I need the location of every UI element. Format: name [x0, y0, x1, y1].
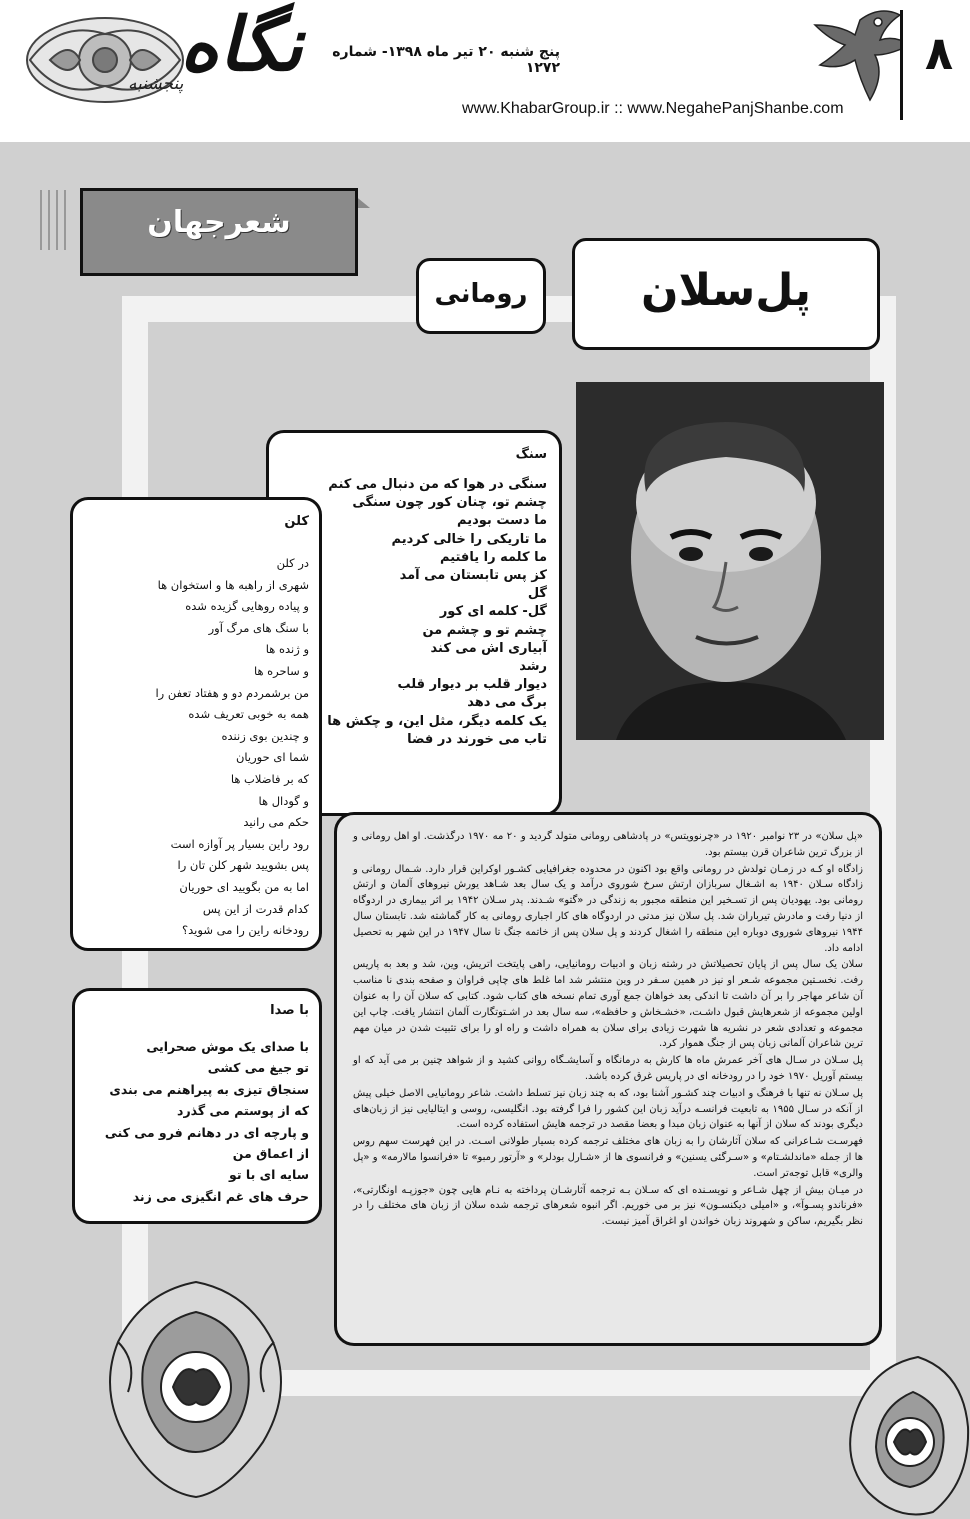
poem-line: آبیاری اش می کند — [430, 640, 547, 656]
poem-line: و پارچه ای در دهانم فرو می کنی — [104, 1124, 309, 1140]
poem-line: شما ای حوریان — [235, 750, 309, 765]
website-urls: www.KhabarGroup.ir :: www.NegahePanjShanbe.com — [462, 100, 844, 117]
poem-line: برگ می دهد — [467, 695, 547, 711]
poem-line: با صدای یک موش صحرایی — [146, 1039, 309, 1054]
biography-box — [334, 812, 882, 1346]
poem-line: رود راین بسیار پر آوازه است — [170, 836, 309, 851]
poem-line: پس بشویید شهر کلن تان را — [177, 858, 309, 873]
poet-name: پل‌سلان — [640, 265, 812, 316]
page-number: ۸ — [924, 26, 954, 80]
poem-lines — [81, 553, 309, 942]
poem-line: رشد — [519, 659, 547, 675]
poem-line: سایه ای با تو — [229, 1167, 309, 1183]
flower-ornament-icon — [838, 1352, 970, 1519]
poem-cologne-box — [70, 497, 322, 951]
poem-line: رودخانه راین را می شوید؟ — [182, 923, 309, 938]
poet-name-box — [572, 238, 880, 350]
logo-title: نگاه — [180, 2, 303, 88]
poem-line: که از پوستم می گذرد — [177, 1103, 309, 1119]
poem-line: ما دست بودیم — [457, 513, 547, 529]
poem-line: چشم تو، چنان کور چون سنگی — [352, 495, 547, 511]
biography-paragraph: «پل سلان» در ۲۳ نوامبر ۱۹۲۰ در «چرنوویتس» در پادشاهی رومانی متولد گردید و ۲۰ مه ۱۹۷۰ درگذشت. او اهل رومانی و از بزرگ ترین شاعران قرن بیستم بود. — [353, 831, 863, 858]
section-title: شعرجهان — [147, 205, 291, 240]
poem-line: ما تاریکی را خالی کردیم — [391, 531, 547, 547]
issue-date-line: پنج شنبه ۲۰ تیر ماه ۱۳۹۸- شماره ۱۲۷۲ — [332, 44, 560, 76]
poem-line: با سنگ های مرگ آور — [208, 620, 309, 635]
poem-title: سنگ — [515, 447, 547, 462]
poem-line: و ژنده ها — [265, 642, 309, 657]
poem-line: تو جیغ می کشی — [207, 1060, 309, 1076]
poem-line: اما به من بگویید ای حوریان — [179, 879, 309, 894]
portrait-illustration — [576, 382, 884, 740]
poem-line: حکم می رانید — [243, 815, 309, 830]
poem-title: کلن — [284, 514, 309, 529]
biography-paragraph: پل سـلان در سـال های آخر عمرش ماه ها کارش به درمانگاه و آسایشـگاه روانی کشید و از شواهد چنین بر می آید که او بیستم آوریل ۱۹۷۰ خود را در رودخانه ای در پاریس غرق کرده باشد. — [353, 1055, 863, 1082]
biography-paragraph: سلان یک سال پس از پایان تحصیلاتش در رشته زبان و ادبیات رومانیایی، راهی پایتخت اتریش، وین، شد و بعد به پاریس رفت. نخسـتین مجموعه شـعر او نیز در همین سـفر در وین منتشر شد اما غلط های چاپی فراوان و صفحه بندی نا مناسب آن شاعر مهاجر را بر آن داشت تا اندکی بعد خواهان جمع آوری تمام نسخه های کتاب شود. کتابی که سلان آن را به عنوان اولین مجموعه از شعرهایش قبول داشـت، «خشـخاش و حافظه»، سه سال بعد در اشـتوتگارت آلمان انتشار یافت. چاپ این مجموعه و تعدادی شعر در نشریه ها شهرت زیادی برای سلان به همراه داشت و راه او را برای تثبیت شدن در میان مهم ترین شاعران آلمانی زبان پس از جنگ هموار کرد. — [353, 959, 863, 1050]
poem-line: ما کلمه را یافتیم — [440, 549, 547, 565]
poet-portrait — [576, 382, 884, 740]
poem-line: در کلن — [276, 556, 309, 570]
flower-ornament-icon — [98, 1272, 294, 1502]
poem-line: دیوار قلب بر دیوار قلب — [397, 677, 547, 693]
biography-paragraph: زادگاه او کـه در زمـان تولدش در رومانی واقع بود اکنون در محدوده جغرافیایی کشـور اوکراین قرار دارد. شـمال رومانی و زادگاه سـلان ۱۹۴۰ به اشـغال سربازان ارتش سرخ شوروی درآمد و یک سال بعد شـاهد یورش نیروهای آلمان و ارتش رومانی بود. یهودیان پس از تسـخیر این منطقه مجبور به زندگی در «گتو» شـدند. پدر سـلان ۱۹۴۲ بر اثر بیماری در اردوگاه از دنیا رفت و مادرش تیرباران شد. پل سلان نیز مدتی در اردوگاه های کار اجباری رومانی به کار گماشته شد. تابستان سال ۱۹۴۴ نیروهای شوروی دوباره این منطقه را اشغال کردند و پل سلان پس از خاتمه جنگ تا سال ۱۹۴۷ در این شهر به تحصیل ادامه داد. — [353, 863, 863, 954]
poem-line: گل- کلمه ای کور — [439, 604, 547, 620]
biography-paragraph: در میـان بیش از چهل شـاعر و نویسـنده ای که سـلان بـه ترجمه آثارشـان پرداخته به نـام هایی چون «جوزپـه اونگارتی»، «فرناندو پسـوآ»، و «امیلی دیکنسـون» نیز بر می خوریم. اگر انبوه شعرهای ترجمه شده سلان از زبان های مختلف را در نظر بگیریم، ساکن و شهروند زبان خواندن او اغراق آمیز نیست. — [353, 1184, 863, 1228]
biography-paragraph: پل سـلان نه تنها با فرهنگ و ادبیات چند کشـور آشنا بود، که به چند زبان نیز تسلط داشت. شاعر رومانیایی الاصل خیلی پیش از آنکه در سـال ۱۹۵۵ به تابعیت فرانسـه درآید زبان این کشور را فرا گرفته بود. انگلیسی، روسی و ایتالیایی نیز از زبان‌های دیگری بودند که سلان از آنها به عنوان زبان مبدا و بعضا مقصد در ترجمه هایش استفاده کرده است. — [353, 1087, 863, 1131]
poem-line: که بر فاضلاب ها — [230, 771, 309, 786]
poem-line: شهری از راهبه ها و استخوان ها — [157, 577, 309, 592]
page-header — [0, 0, 970, 142]
poem-line: چشم تو و چشم من — [422, 622, 547, 638]
nationality-box — [416, 258, 546, 334]
poem-line: یک کلمه دیگر، مثل این، و چکش ها — [327, 713, 547, 729]
page-number-box — [900, 10, 970, 120]
poem-voice-box — [72, 988, 322, 1224]
poem-line: حرف های غم انگیزی می زند — [132, 1188, 309, 1204]
poem-line: گل — [527, 586, 547, 602]
poem-line: سنگی در هوا که من دنبال می کنم — [328, 477, 547, 492]
poem-line: و گودال ها — [258, 793, 309, 808]
poem-lines — [83, 1036, 309, 1207]
decorative-lines — [40, 190, 70, 250]
poem-line: سنجاق تیزی به پیراهنم می بندی — [109, 1081, 309, 1097]
poem-line: و ساحره ها — [253, 663, 309, 678]
poem-line: از اعماق من — [232, 1146, 309, 1162]
poet-nationality: رومانی — [434, 279, 528, 309]
section-label-box — [80, 188, 358, 276]
poem-line: کدام قدرت از این پس — [202, 901, 309, 916]
poem-title: با صدا — [270, 1003, 309, 1018]
poem-line: و پیاده روهایی گزیده شده — [185, 599, 309, 614]
poem-line: همه به خوبی تعریف شده — [188, 707, 309, 722]
poem-line: تاب می خورند در فضا — [407, 731, 547, 747]
poem-line: من برشمردم دو و هفتاد تعفن را — [155, 685, 309, 700]
poem-line: کز پس تابستان می آمد — [399, 568, 547, 584]
poem-line: و چندین بوی زننده — [221, 728, 309, 743]
logo-subtitle: پنجشنبه — [128, 74, 184, 94]
biography-paragraph: فهرسـت شـاعرانی که سلان آثارشان را به زبان های مختلف ترجمه کرده بسیار طولانی اسـت. در این فهرست سهم روس ها از جمله «ماندلشـتام» و «سـرگئی یسنین» و فرانسوی ها از «شـارل بودلر» و «آرتور رمبو» تا «فرانسوا مالارمه» و «پل والری» قابل توجه‌تر است. — [353, 1136, 863, 1179]
